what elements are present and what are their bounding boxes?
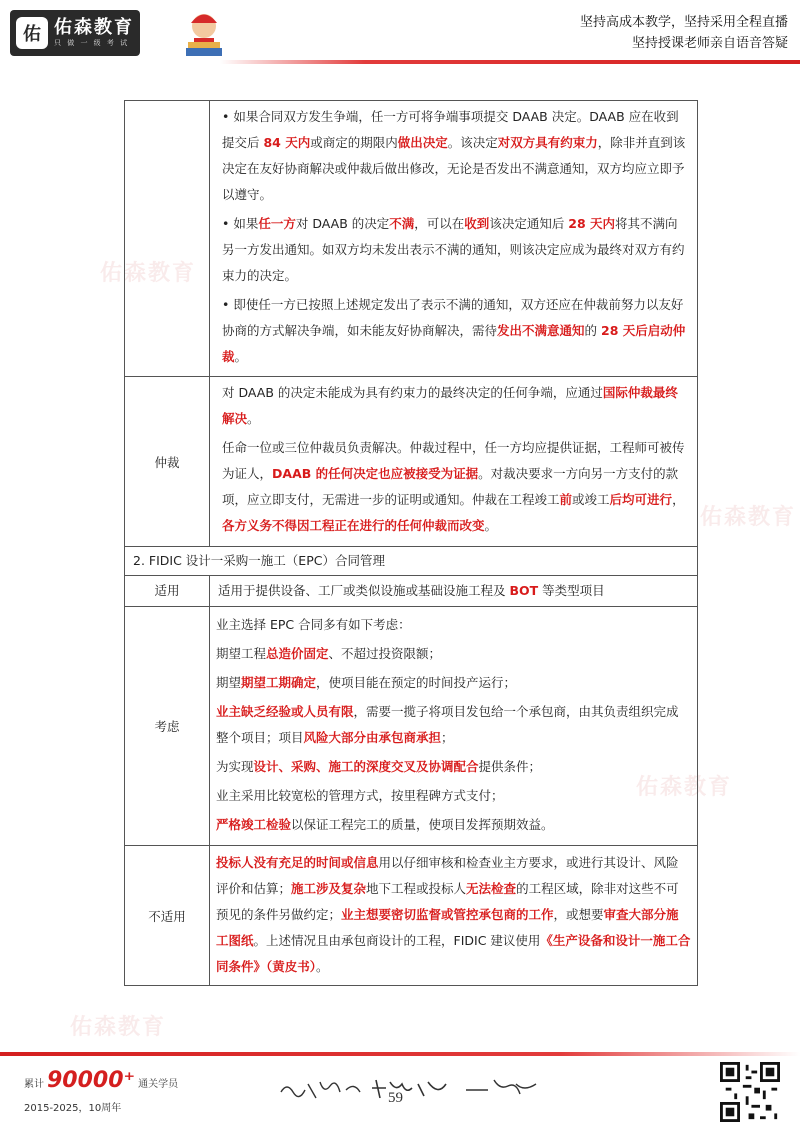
- arbitration-paragraph-2: 任命一位或三位仲裁员负责解决。仲裁过程中，任一方均应提供证据，工程师可被传为证人，DAAB 的任何决定也应被接受为证据。对裁决要求一方向另一方支付的款项，应立即支付，无需进一步的证明或通知。仲裁在工程竣工前或竣工后均可进行，各方义务不得因工程正在进行的任何仲裁而改变。: [222, 440, 685, 533]
- applicable-cell: 适用于提供设备、工厂或类似设施或基础设施工程及 BOT 等类型项目: [210, 576, 698, 607]
- dispute-cell: [210, 101, 698, 377]
- watermark: 佑森教育: [100, 261, 197, 286]
- table-row: [125, 377, 698, 547]
- header-slogan-2: 坚持授课老师亲自语音答疑: [631, 36, 788, 51]
- dispute-paragraph-2: • 如果任一方对 DAAB 的决定不满，可以在收到该决定通知后 28 天内将其不满向另一方发出通知。如双方均未发出表示不满的通知，则该决定应成为最终对双方有约束力的决定。: [222, 216, 685, 283]
- arbitration-paragraph-1: 对 DAAB 的决定未能成为具有约束力的最终决定的任何争端，应通过国际仲裁最终解决。: [222, 385, 678, 426]
- stats-count: 90000⁺: [47, 1068, 136, 1093]
- table-row: [125, 846, 698, 986]
- consider-cell: [210, 607, 698, 846]
- header-slogan-1: 坚持高成本教学，坚持采用全程直播: [579, 15, 788, 30]
- table-row: [125, 576, 698, 607]
- qr-code-icon: [720, 1062, 780, 1122]
- stats-suffix: 通关学员: [138, 1079, 179, 1090]
- not-applicable-cell: 投标人没有充足的时间或信息用以仔细审核和检查业主方要求，或进行其设计、风险评价和估算；施工涉及复杂地下工程或投标人无法检查的工程区域，除非对这些不可预见的条件另做约定；业主想要密切监督或管控承包商的工作，或想要审查大部分施工图纸。上述情况且由承包商设计的工程，FIDIC 建议使用《生产设备和设计一施工合同条件》（黄皮书）。: [210, 846, 698, 986]
- brand-logo: [10, 10, 140, 56]
- logo-slogan: 只 做 一 级 考 试: [54, 39, 130, 47]
- table-row: [125, 101, 698, 377]
- footer-stats: [24, 1068, 178, 1114]
- dispute-paragraph-1: • 如果合同双方发生争端，任一方可将争端事项提交 DAAB 决定。DAAB 应在收到提交后 84 天内或商定的期限内做出决定。该决定对双方具有约束力，除非并直到该决定在友好协商解决或仲裁后做出修改，无论是否发出不满意通知，双方均应立即予以遵守。: [222, 109, 686, 202]
- consider-label: 考虑: [125, 607, 210, 846]
- consider-line: 严格竣工检验以保证工程完工的质量，使项目发挥预期效益。: [216, 817, 554, 832]
- stats-years: 2015-2025，10周年: [24, 1103, 122, 1114]
- dispute-paragraph-3: • 即使任一方已按照上述规定发出了表示不满的通知，双方还应在仲裁前努力以友好协商的方式解决争端，如未能友好协商解决，需待发出不满意通知的 28 天后启动仲裁。: [222, 297, 686, 364]
- logo-name: 佑森教育: [54, 17, 134, 38]
- watermark: 佑森教育: [636, 775, 733, 800]
- consider-line: 业主选择 EPC 合同多有如下考虑：: [216, 617, 411, 632]
- contract-table: [124, 100, 698, 986]
- consider-line: 为实现设计、采购、施工的深度交叉及协调配合提供条件；: [216, 759, 542, 774]
- arbitration-cell: [210, 377, 698, 547]
- watermark: 佑森教育: [700, 505, 797, 530]
- empty-label-cell: [125, 101, 210, 377]
- applicable-label: 适用: [125, 576, 210, 607]
- consider-line: 业主缺乏经验或人员有限，需要一揽子将项目发包给一个承包商，由其负责组织完成整个项目；项目风险大部分由承包商承担；: [216, 704, 679, 745]
- table-row: [125, 607, 698, 846]
- consider-line: 业主采用比较宽松的管理方式，按里程碑方式支付；: [216, 788, 504, 803]
- stats-prefix: 累计: [24, 1079, 44, 1090]
- logo-icon: 佑: [16, 17, 48, 49]
- consider-line: 期望工程总造价固定、不超过投资限额；: [216, 646, 442, 661]
- handwritten-motto: [276, 1074, 546, 1104]
- page-header: [0, 0, 800, 68]
- arbitration-label: 仲裁: [125, 377, 210, 547]
- page-number: 59: [388, 1090, 403, 1106]
- not-applicable-label: 不适用: [125, 846, 210, 986]
- section-title: 2. FIDIC 设计一采购一施工（EPC）合同管理: [125, 547, 698, 576]
- header-divider: [220, 60, 800, 64]
- watermark: 佑森教育: [70, 1015, 167, 1040]
- table-row: [125, 547, 698, 576]
- consider-line: 期望期望工期确定，使项目能在预定的时间投产运行；: [216, 675, 517, 690]
- mascot-icon: [178, 8, 230, 60]
- footer-divider: [0, 1052, 800, 1056]
